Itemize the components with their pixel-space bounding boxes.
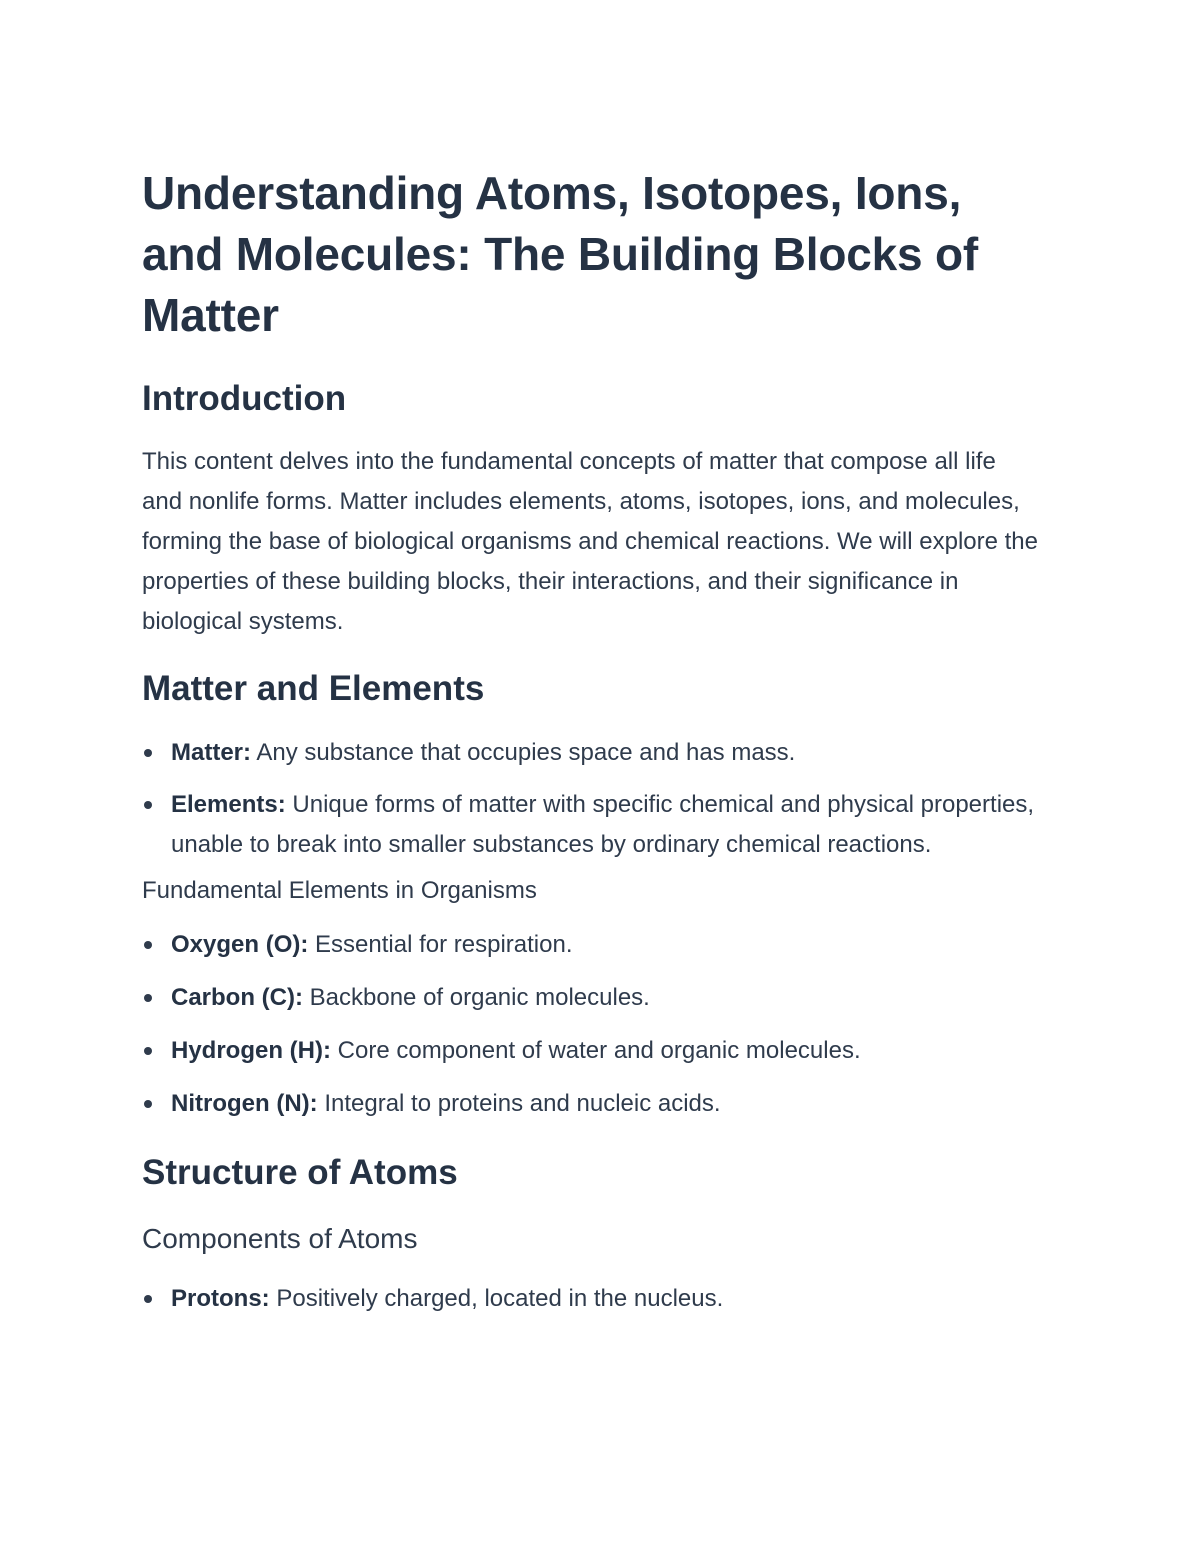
bullet-icon bbox=[144, 1295, 152, 1303]
list-item-carbon: Carbon (C): Backbone of organic molecules. bbox=[142, 978, 1042, 1018]
bullet-icon bbox=[144, 1100, 152, 1108]
term-label: Elements bbox=[171, 791, 278, 818]
term-description: Integral to proteins and nucleic acids. bbox=[324, 1090, 721, 1117]
term-label: Oxygen (O) bbox=[171, 931, 301, 958]
term-description: Backbone of organic molecules. bbox=[309, 984, 650, 1011]
list-item-elements: Elements: Unique forms of matter with specific chemical and physical properties, unable to break into smaller substances by ordinary chemical reactions. bbox=[142, 785, 1042, 865]
list-item-nitrogen: Nitrogen (N): Integral to proteins and nucleic acids. bbox=[142, 1084, 1042, 1124]
document-page bbox=[142, 163, 1042, 1319]
term-description: Unique forms of matter with specific chemical and physical properties, unable to break into smaller substances by ordinary chemical reactions. bbox=[171, 791, 1035, 858]
term-label: Nitrogen (N) bbox=[171, 1090, 310, 1117]
page-title: Understanding Atoms, Isotopes, Ions, and Molecules: The Building Blocks of Matter bbox=[142, 167, 979, 341]
list-item-hydrogen: Hydrogen (H): Core component of water and organic molecules. bbox=[142, 1031, 1042, 1071]
bullet-icon bbox=[144, 941, 152, 949]
term-label: Carbon (C) bbox=[171, 984, 295, 1011]
term-label: Matter bbox=[171, 739, 244, 766]
term-description: Any substance that occupies space and has mass. bbox=[256, 739, 796, 766]
bullet-icon bbox=[144, 1047, 152, 1055]
term-description: Core component of water and organic molecules. bbox=[337, 1037, 861, 1064]
list-item-matter: Matter: Any substance that occupies space and has mass. bbox=[142, 733, 1042, 773]
subheading-fundamental-elements: Fundamental Elements in Organisms bbox=[142, 877, 537, 904]
section-heading-structure-atoms: Structure of Atoms bbox=[142, 1153, 458, 1192]
fundamental-elements-list bbox=[142, 925, 1042, 1124]
list-item-protons: Protons: Positively charged, located in the nucleus. bbox=[142, 1279, 1042, 1319]
term-description: Positively charged, located in the nucleus. bbox=[276, 1285, 724, 1312]
section-heading-matter-elements: Matter and Elements bbox=[142, 669, 485, 708]
term-label: Protons bbox=[171, 1285, 262, 1312]
matter-elements-list bbox=[142, 733, 1042, 865]
intro-paragraph: This content delves into the fundamental concepts of matter that compose all life and nonlife forms. Matter includes elements, atoms, isotopes, ions, and molecules, forming the base of biological organisms and chemical reactions. We will explore the properties of these building blocks, their interactions, and their significance in biological systems. bbox=[142, 448, 1039, 635]
term-description: Essential for respiration. bbox=[315, 931, 573, 958]
subheading-components-atoms: Components of Atoms bbox=[142, 1223, 418, 1254]
bullet-icon bbox=[144, 994, 152, 1002]
bullet-icon bbox=[144, 749, 152, 757]
list-item-oxygen: Oxygen (O): Essential for respiration. bbox=[142, 925, 1042, 965]
section-heading-introduction: Introduction bbox=[142, 379, 347, 418]
bullet-icon bbox=[144, 801, 152, 809]
term-label: Hydrogen (H) bbox=[171, 1037, 323, 1064]
atom-components-list bbox=[142, 1279, 1042, 1319]
